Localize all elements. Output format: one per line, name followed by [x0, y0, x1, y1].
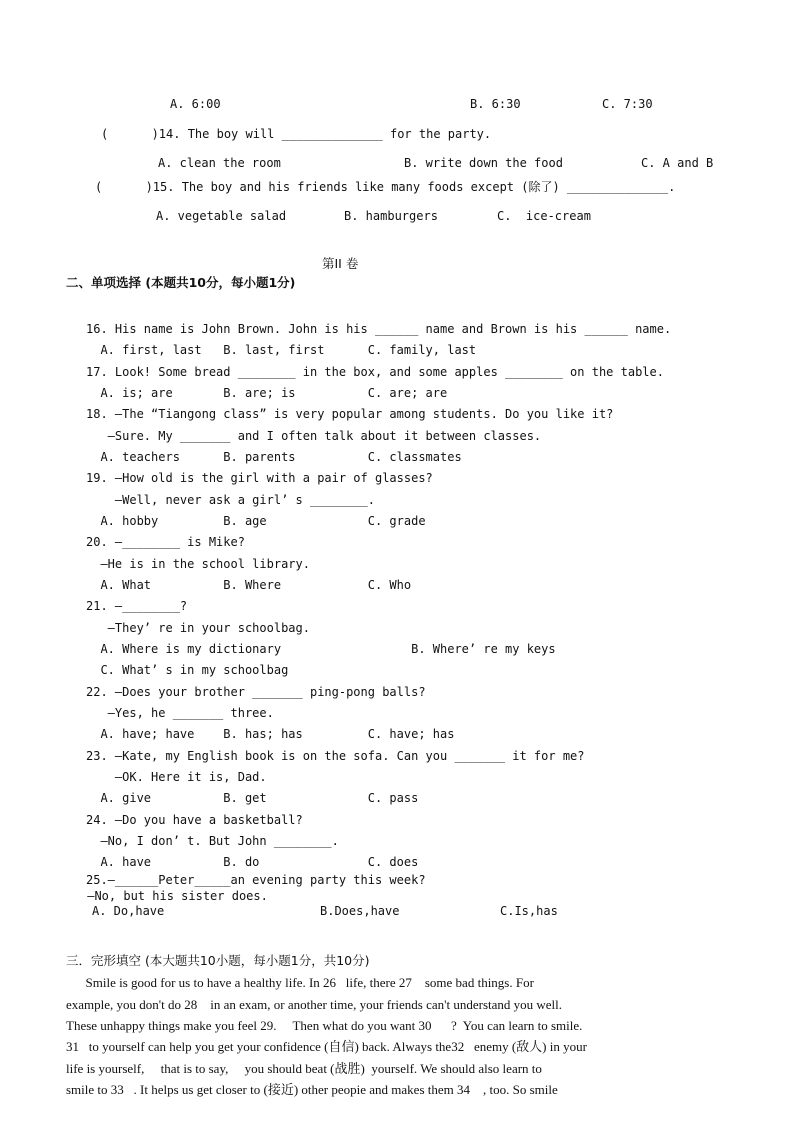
s2-line: C. What’ s in my schoolbag [86, 663, 289, 677]
s2-line: —OK. Here it is, Dad. [86, 770, 267, 784]
s2-line: 22. —Does your brother _______ ping-pong balls? [86, 685, 426, 699]
q25-option-c: C.Is,has [500, 904, 558, 918]
q15-option-b: B. hamburgers [344, 209, 438, 223]
passage-line: Smile is good for us to have a healthy life. In 26 life, there 27 some bad things. For [66, 975, 534, 990]
q25-stem: 25.—______Peter_____an evening party this week? [86, 873, 426, 887]
s2-line: A. Where is my dictionary B. Where’ re my keys [86, 642, 556, 656]
q14-option-a: A. clean the room [158, 156, 281, 170]
s2-line: 19. —How old is the girl with a pair of glasses? [86, 471, 433, 485]
s2-line: A. have; have B. has; has C. have; has [86, 727, 455, 741]
q14-option-b: B. write down the food [404, 156, 563, 170]
s2-line: 24. —Do you have a basketball? [86, 813, 303, 827]
s2-line: —He is in the school library. [86, 557, 310, 571]
q13-option-a: A. 6:00 [170, 97, 221, 111]
q15-stem: ( )15. The boy and his friends like many foods except (除了) ______________. [95, 180, 676, 194]
s2-line: 18. —The “Tiangong class” is very popular among students. Do you like it? [86, 407, 614, 421]
s2-line: A. is; are B. are; is C. are; are [86, 386, 448, 400]
passage-line: 31 to yourself can help you get your confidence (自信) back. Always the32 enemy (敌人) in your [66, 1039, 587, 1054]
s2-line: A. What B. Where C. Who [86, 578, 412, 592]
q25-option-a: A. Do,have [92, 904, 165, 918]
s2-line: A. hobby B. age C. grade [86, 514, 426, 528]
q13-option-b: B. 6:30 [470, 97, 521, 111]
volume-title: 第II 卷 [322, 256, 359, 271]
q15-option-a: A. vegetable salad [156, 209, 287, 223]
passage-line: smile to 33 . It helps us get closer to (接近) other peopie and makes them 34 , too. So smile [66, 1082, 558, 1097]
s2-line: —Yes, he _______ three. [86, 706, 274, 720]
s2-line: A. have B. do C. does [86, 855, 419, 869]
q15-option-c: C. ice-cream [497, 209, 591, 223]
s2-line: 17. Look! Some bread ________ in the box, and some apples ________ on the table. [86, 365, 664, 379]
q14-stem: ( )14. The boy will ______________ for the party. [101, 127, 492, 141]
s2-line: —Well, never ask a girl’ s ________. [86, 493, 375, 507]
q13-option-c: C. 7:30 [602, 97, 653, 111]
passage-line: life is yourself, that is to say, you should beat (战胜) yourself. We should also learn to [66, 1061, 542, 1076]
passage-line: example, you don't do 28 in an exam, or another time, your friends can't understand you well. [66, 997, 563, 1012]
section2-heading: 二、单项选择 (本题共10分，每小题1分) [66, 275, 296, 290]
section3-heading: 三．完形填空 (本大题共10小题，每小题1分，共10分) [66, 953, 370, 968]
s2-line: A. give B. get C. pass [86, 791, 419, 805]
s2-line: 16. His name is John Brown. John is his ______ name and Brown is his ______ name. [86, 322, 672, 336]
q14-option-c: C. A and B [641, 156, 714, 170]
q25-reply: —No, but his sister does. [80, 889, 268, 903]
s2-line: 23. —Kate, my English book is on the sofa. Can you _______ it for me? [86, 749, 585, 763]
passage-line: These unhappy things make you feel 29. Then what do you want 30 ? You can learn to smile. [66, 1018, 583, 1033]
s2-line: —No, I don’ t. But John ________. [86, 834, 339, 848]
s2-line: 20. —________ is Mike? [86, 535, 245, 549]
s2-line: A. first, last B. last, first C. family, last [86, 343, 477, 357]
s2-line: A. teachers B. parents C. classmates [86, 450, 462, 464]
q25-option-b: B.Does,have [320, 904, 400, 918]
s2-line: —Sure. My _______ and I often talk about it between classes. [86, 429, 542, 443]
s2-line: —They’ re in your schoolbag. [86, 621, 310, 635]
s2-line: 21. —________? [86, 599, 188, 613]
